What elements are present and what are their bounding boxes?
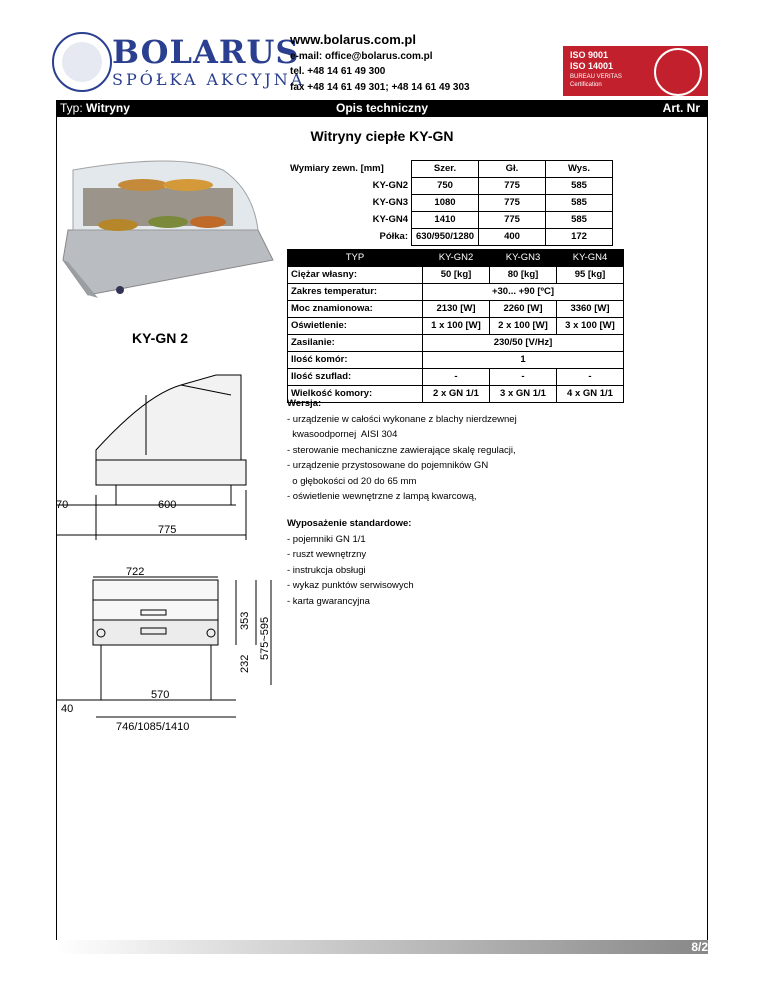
- list-item: - oświetlenie wewnętrzne z lampą kwarcową,: [287, 491, 477, 502]
- table-row: Ilość szuflad: - - -: [288, 369, 624, 386]
- list-item: - instrukcja obsługi: [287, 564, 366, 576]
- table-row: Ilość komór: 1: [288, 352, 624, 369]
- list-item: kwasoodpornej AISI 304: [287, 429, 398, 440]
- table-row: Wielkość komory: 2 x GN 1/1 3 x GN 1/1 4 x GN 1/1: [288, 386, 624, 403]
- table-row: KY-GN3 1080 775 585: [287, 195, 613, 212]
- iso-certification-badge: ISO 9001 ISO 14001 BUREAU VERITAS Certification: [563, 46, 708, 96]
- model-label: KY-GN 2: [132, 330, 189, 346]
- table-row: Półka: 630/950/1280 400 172: [287, 229, 613, 246]
- page-number: 8/2: [691, 940, 708, 954]
- table-row: Moc znamionowa: 2130 [W] 2260 [W] 3360 [W]: [288, 301, 624, 318]
- col-height: Wys.: [546, 161, 613, 178]
- dim-575-595: 575~595: [259, 616, 271, 660]
- list-item: - sterowanie mechaniczne zawierające skalę regulacji,: [287, 444, 516, 456]
- table-row: KY-GN2 750 775 585: [287, 178, 613, 195]
- list-item: - urządzenie przystosowane do pojemników GN: [287, 460, 489, 471]
- art-nr-label: Art. Nr: [662, 101, 700, 115]
- dim-40: 40: [61, 703, 74, 715]
- model-header: KY-GN3: [490, 250, 557, 267]
- email: e-mail: office@bolarus.com.pl: [290, 51, 433, 62]
- list-item: - wykaz punktów serwisowych: [287, 580, 414, 591]
- technical-drawing: [56, 355, 281, 745]
- list-item: - ruszt wewnętrzny: [287, 549, 367, 560]
- dim-232: 232: [239, 654, 251, 673]
- list-item: - urządzenie w całości wykonane z blachy nierdzewnej: [287, 413, 517, 425]
- list-item: - karta gwarancyjna: [287, 595, 370, 607]
- version-title: Wersja:: [287, 398, 322, 409]
- dim-353: 353: [239, 611, 251, 630]
- table-row: Zasilanie: 230/50 [V/Hz]: [288, 335, 624, 352]
- list-item: o głębokości od 20 do 65 mm: [287, 475, 417, 487]
- dim-70: 70: [56, 499, 69, 511]
- header-bar: [56, 100, 708, 116]
- version-section: [287, 396, 617, 505]
- list-item: - pojemniki GN 1/1: [287, 533, 366, 545]
- website: www.bolarus.com.pl: [290, 32, 416, 47]
- table-row: KY-GN4 1410 775 585: [287, 212, 613, 229]
- table-row: Ciężar własny: 50 [kg] 80 [kg] 95 [kg]: [288, 267, 624, 284]
- fax: fax +48 14 61 49 301; +48 14 61 49 303: [290, 82, 470, 93]
- brand-name: BOLARUS: [112, 33, 300, 71]
- type-label: Typ:: [60, 101, 83, 115]
- model-header: KY-GN2: [423, 250, 490, 267]
- footer-bar: [56, 940, 708, 954]
- table-row: Oświetlenie: 1 x 100 [W] 2 x 100 [W] 3 x 100 [W]: [288, 318, 624, 335]
- spec-table: [287, 249, 624, 403]
- dim-746-1085-1410: 746/1085/1410: [116, 721, 190, 733]
- typ-header: TYP: [288, 250, 423, 267]
- logo-emblem: [52, 32, 112, 92]
- product-photo: [58, 150, 278, 300]
- dim-722: 722: [126, 566, 145, 578]
- table-row: Zakres temperatur: +30... +90 [ºC]: [288, 284, 624, 301]
- page-title: Witryny ciepłe KY-GN: [310, 128, 454, 144]
- col-width: Szer.: [412, 161, 479, 178]
- type-value: Witryny: [86, 101, 130, 115]
- brand-subtitle: SPÓŁKA AKCYJNA: [112, 70, 306, 89]
- dim-775: 775: [158, 524, 177, 536]
- equipment-section: [287, 516, 617, 609]
- dimensions-header: Wymiary zewn. [mm]: [290, 163, 384, 174]
- model-header: KY-GN4: [557, 250, 624, 267]
- bureau-veritas-seal-icon: [654, 48, 702, 96]
- section-title: Opis techniczny: [335, 101, 429, 115]
- dimensions-table: [287, 160, 613, 246]
- dim-570: 570: [151, 689, 170, 701]
- col-depth: Gł.: [479, 161, 546, 178]
- equipment-title: Wyposażenie standardowe:: [287, 518, 412, 529]
- phone: tel. +48 14 61 49 300: [290, 66, 386, 77]
- dim-600: 600: [158, 499, 177, 511]
